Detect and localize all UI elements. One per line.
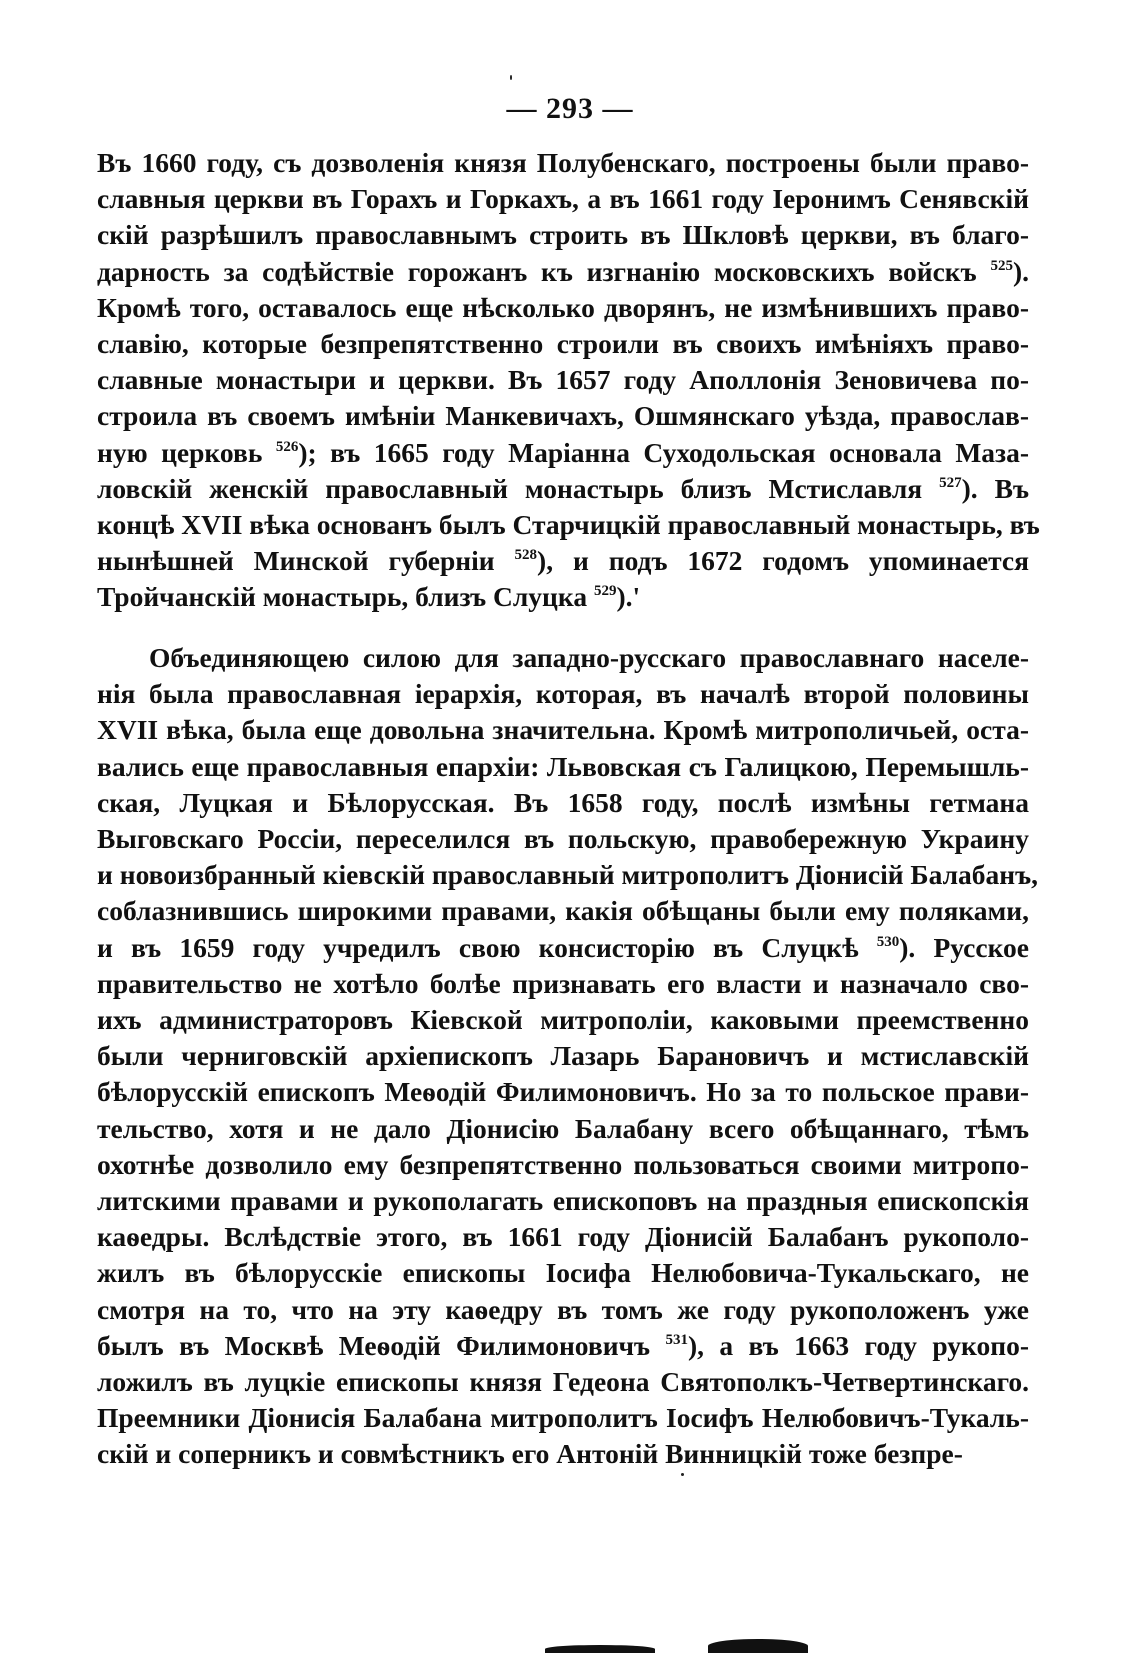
text-line	[97, 181, 1029, 217]
text-line	[97, 145, 1029, 181]
text-line-content: славныя церкви въ Горахъ и Горкахъ, а въ 1661 году Іеронимъ Сенявскій	[97, 183, 1029, 215]
text-line-content: тельство, хотя и не дало Діонисію Балабану всего обѣщаннаго, тѣмъ	[97, 1112, 1029, 1144]
bottom-ornament	[0, 1624, 1140, 1653]
text-line-content: концѣ XVII вѣка основанъ былъ Старчицкій православный монастырь, въ	[97, 509, 1040, 541]
text-line	[97, 1364, 1029, 1400]
text-line-content: Въ 1660 году, съ дозволенія князя Полубенскаго, построены были право-	[97, 147, 1029, 178]
footnote-ref: 529	[593, 583, 617, 600]
footnote-ref: 530	[876, 933, 900, 950]
text-line	[97, 1328, 1029, 1364]
text-line-content: ложилъ въ луцкіе епископы князя Гедеона Святополкъ-Четвертинскаго.	[97, 1366, 1029, 1398]
text-line-content: славію, которые безпрепятственно строили въ своихъ имѣніяхъ право-	[97, 328, 1029, 360]
text-line-content: жилъ въ бѣлорусскіе епископы Іосифа Нелюбовича-Тукальскаго, не	[97, 1257, 1029, 1289]
text-line-content: ловскій женскій православный монастырь близъ Мстиславля	[97, 472, 923, 504]
footnote-ref: 527	[939, 474, 962, 491]
text-line	[97, 579, 1029, 615]
text-line-content: скій и соперникъ и совмѣстникъ его Антоній Винницкій тоже безпре-	[97, 1438, 963, 1470]
text-line	[97, 1400, 1029, 1436]
text-line	[97, 1074, 1029, 1110]
text-line	[97, 290, 1029, 326]
text-line	[97, 1111, 1029, 1147]
text-line-content: правительство не хотѣло болѣе признавать его власти и назначало сво-	[97, 967, 1029, 999]
ink-speck	[681, 1473, 684, 1476]
footnote-ref: 525	[990, 257, 1013, 274]
text-line	[97, 676, 1029, 712]
text-line	[97, 857, 1039, 893]
text-line	[97, 1183, 1029, 1219]
text-line-content: былъ въ Москвѣ Меѳодій Филимоновичъ	[97, 1329, 651, 1361]
text-line-content: Кромѣ того, оставалось еще нѣсколько дворянъ, не измѣнившихъ право-	[97, 291, 1029, 323]
text-line	[97, 640, 1029, 676]
text-line-content: каѳедры. Вслѣдствіе этого, въ 1661 году Діонисій Балабанъ рукополо-	[97, 1221, 1029, 1253]
text-line	[97, 1219, 1029, 1255]
footnote-ref: 526	[275, 438, 299, 455]
text-line-content: смотря на то, что на эту каѳедру въ томъ же году рукоположенъ уже	[97, 1293, 1029, 1325]
text-line	[97, 1292, 1029, 1328]
text-line	[97, 749, 1029, 785]
text-line-content: бѣлорусскій епископъ Меѳодій Филимоновичъ. Но за то польское прави-	[97, 1076, 1029, 1108]
text-line	[97, 785, 1029, 821]
text-line	[97, 398, 1029, 434]
text-line-tail: ), а въ 1663 году рукопо-	[687, 1329, 1029, 1361]
page-number: — 293 —	[506, 92, 634, 125]
text-line-content: ская, Луцкая и Бѣлорусская. Въ 1658 году, послѣ измѣны гетмана	[97, 786, 1029, 818]
text-line	[97, 1002, 1029, 1038]
text-line-content: нынѣшней Минской губерніи	[97, 545, 495, 577]
text-line	[97, 966, 1029, 1002]
text-line-content: литскими правами и рукополагать епископовъ на праздныя епископскія	[97, 1185, 1029, 1217]
text-line-content: славные монастыри и церкви. Въ 1657 году Аполлонія Зеновичева по-	[97, 364, 1029, 396]
text-line-content: соблазнившись широкими правами, какія обѣщаны были ему поляками,	[97, 895, 1029, 927]
ink-mark	[708, 1639, 808, 1653]
text-line-tail: ).	[1012, 255, 1030, 287]
text-line	[97, 1038, 1029, 1074]
text-line-content: ихъ администраторовъ Кіевской митрополіи, каковыми преемственно	[97, 1004, 1029, 1036]
text-line-tail: ); въ 1665 году Маріанна Суходольская основала Маза-	[298, 436, 1029, 468]
paragraph	[97, 145, 1040, 616]
text-line-content: были черниговскій архіепископъ Лазарь Барановичъ и мстиславскій	[97, 1040, 1029, 1072]
text-line-content: ную церковь	[97, 436, 263, 468]
text-line	[97, 1255, 1029, 1291]
text-line-content: вались еще православныя епархіи: Львовская съ Галицкою, Перемышль-	[97, 750, 1029, 782]
text-line-tail: ). Въ	[961, 472, 1029, 504]
paragraph	[97, 640, 1039, 1473]
text-line	[97, 930, 1029, 966]
text-line	[97, 362, 1029, 398]
text-line	[97, 326, 1029, 362]
text-line	[97, 893, 1029, 929]
text-line-content: и въ 1659 году учредилъ свою консисторію въ Слуцкѣ	[97, 931, 859, 963]
text-line	[97, 543, 1029, 579]
text-line	[97, 254, 1029, 290]
text-line-content: дарность за содѣйствіе горожанъ къ изгнанію московскихъ войскъ	[97, 255, 977, 287]
text-line-tail: ).'	[616, 581, 641, 613]
text-line	[97, 1436, 1029, 1472]
text-line-content: Выговскаго Россіи, переселился въ польскую, правобережную Украину	[97, 823, 1029, 855]
text-line-content: Объединяющею силою для западно-русскаго православнаго населе-	[149, 642, 1029, 673]
text-line-content: XVII вѣка, была еще довольна значительна. Кромѣ митрополичьей, оста-	[97, 714, 1029, 746]
text-line	[97, 217, 1029, 253]
text-line	[97, 507, 1040, 543]
text-line	[97, 435, 1029, 471]
text-line-tail: ), и подъ 1672 годомъ упоминается	[537, 545, 1030, 577]
ink-mark	[545, 1645, 655, 1653]
text-line	[97, 821, 1029, 857]
text-line-tail: ). Русское	[899, 931, 1030, 963]
text-line-content: скій разрѣшилъ православнымъ строить въ Шкловѣ церкви, въ благо-	[97, 219, 1029, 251]
text-line-content: строила въ своемъ имѣніи Манкевичахъ, Ошмянскаго уѣзда, православ-	[97, 400, 1029, 432]
text-line-content: Преемники Діонисія Балабана митрополитъ Іосифъ Нелюбовичъ-Тукаль-	[97, 1402, 1029, 1434]
text-line-content: нія была православная іерархія, которая, въ началѣ второй половины	[97, 678, 1029, 710]
text-line-content: Тройчанскій монастырь, близъ Слуцка	[97, 581, 588, 613]
text-line	[97, 712, 1029, 748]
text-line	[97, 1147, 1029, 1183]
footnote-ref: 528	[514, 547, 538, 564]
footnote-ref: 531	[665, 1331, 688, 1348]
text-line-content: и новоизбранный кіевскій православный митрополитъ Діонисій Балабанъ,	[97, 859, 1039, 891]
ink-speck	[510, 75, 512, 80]
text-line-content: охотнѣе дозволило ему безпрепятственно пользоваться своими митропо-	[97, 1148, 1029, 1180]
text-line	[97, 471, 1029, 507]
